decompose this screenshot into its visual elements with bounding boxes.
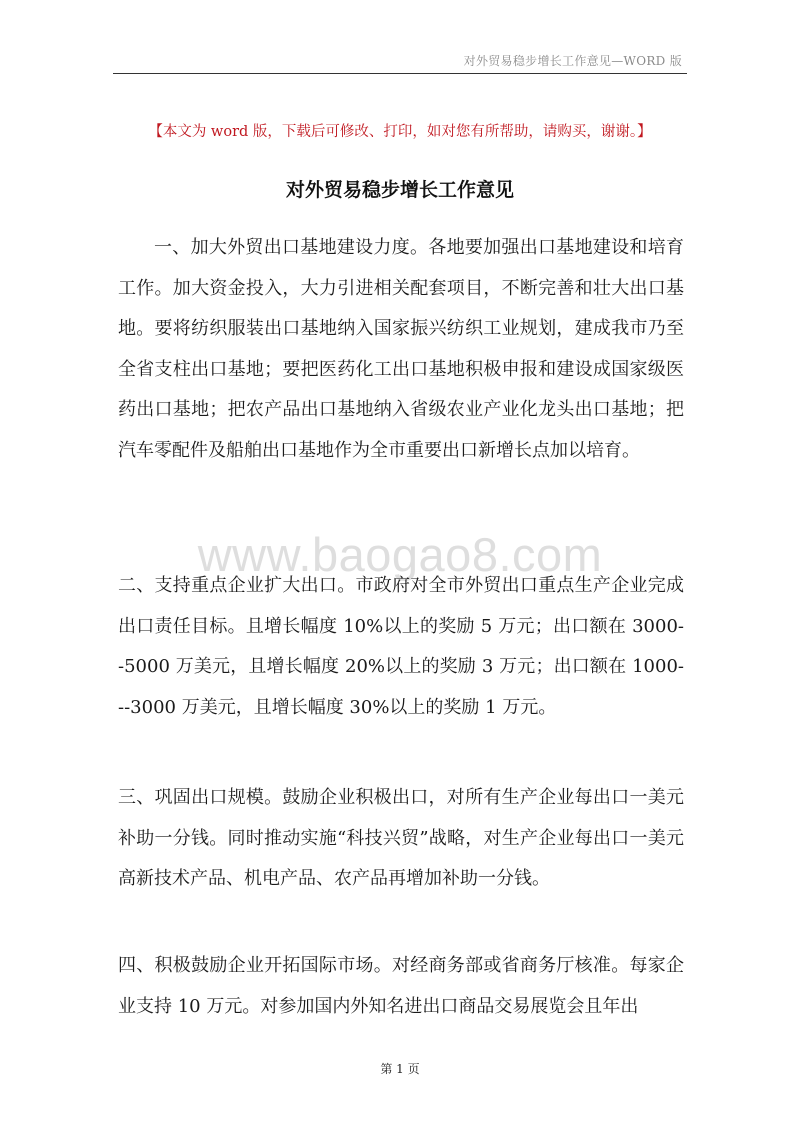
document-title: 对外贸易稳步增长工作意见	[285, 179, 514, 201]
header-divider	[113, 73, 687, 74]
page-number: 第 1 页	[380, 1062, 420, 1076]
purchase-notice: 【本文为 word 版，下载后可修改、打印，如对您有所帮助，请购买，谢谢。】	[148, 124, 652, 140]
paragraph-1: 一、加大外贸出口基地建设力度。各地要加强出口基地建设和培育工作。加大资金投入，大力引进相关配套项目，不断完善和壮大出口基地。要将纺织服装出口基地纳入国家振兴纺织工业规划，建成我市乃至全省支柱出口基地；要把医药化工出口基地积极申报和建设成国家级医药出口基地；把农产品出口基地纳入省级农业产业化龙头出口基地；把汽车零配件及船舶出口基地作为全市重要出口新增长点加以培育。	[118, 237, 684, 461]
running-header: 对外贸易稳步增长工作意见—WORD 版	[463, 54, 682, 68]
paragraph-3: 三、巩固出口规模。鼓励企业积极出口，对所有生产企业每出口一美元补助一分钱。同时推动实施“科技兴贸”战略，对生产企业每出口一美元高新技术产品、机电产品、农产品再增加补助一分钱。	[118, 787, 684, 889]
site-watermark: www.baogao8.com	[197, 528, 603, 581]
paragraph-2: 二、支持重点企业扩大出口。市政府对全市外贸出口重点生产企业完成出口责任目标。且增长幅度 10%以上的奖励 5 万元；出口额在 3000--5000 万美元，且增长幅度 20%以上的奖励 3 万元；出口额在 1000---3000 万美元，且增长幅度 30%以上的奖励 1 万元。	[118, 575, 684, 718]
paragraph-4: 四、积极鼓励企业开拓国际市场。对经商务部或省商务厅核准。每家企业支持 10 万元。对参加国内外知名进出口商品交易展览会且年出	[118, 955, 684, 1017]
